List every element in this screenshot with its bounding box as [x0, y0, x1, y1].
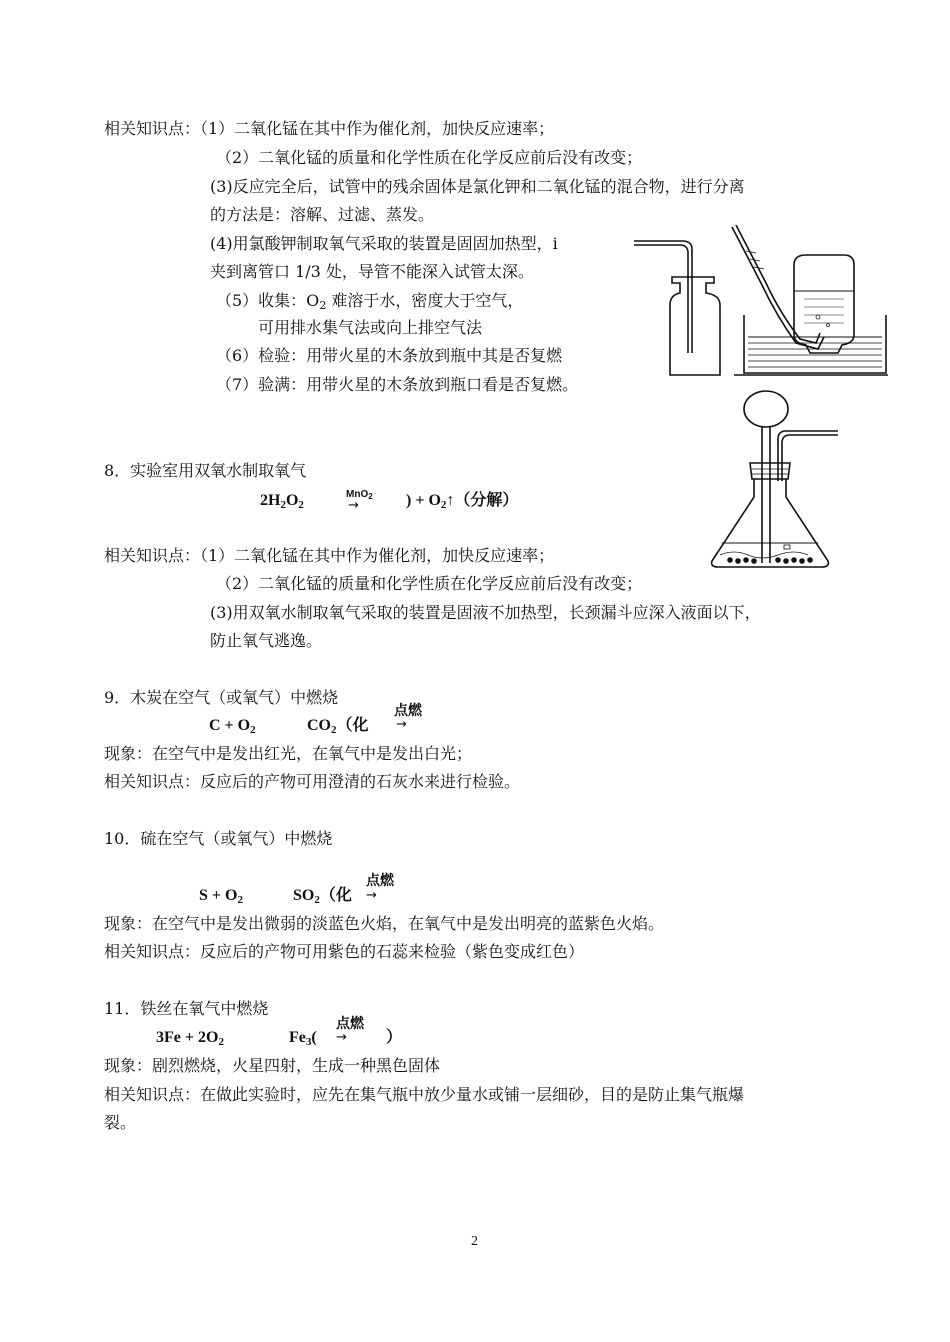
sec7-line-3: (3)反应完全后，试管中的残余固体是氯化钾和二氧化锰的混合物，进行分离: [210, 177, 745, 196]
sec8-equation-reactant: $2H_2O_2$: [260, 492, 304, 511]
sec10-line-2: 相关知识点：反应后的产物可用紫色的石蕊来检验（紫色变成红色）: [104, 942, 585, 961]
sec8-line-1: 相关知识点：（1）二氧化锰在其中作为催化剂，加快反应速率；: [104, 546, 555, 565]
sec10-title: 10．硫在空气（或氧气）中燃烧: [104, 829, 333, 848]
sec10-equation-product: $SO_2$（化: [293, 887, 352, 906]
sec7-line-2: （2）二氧化锰的质量和化学性质在化学反应前后没有改变；: [216, 148, 643, 167]
sec8-reaction-arrow: →: [348, 498, 359, 513]
sec11-equation-tail: ）: [386, 1029, 403, 1046]
sec7-line-7: （5）收集：$O_2$ 难溶于水，密度大于空气，: [216, 291, 524, 312]
sec11-reaction-arrow: →: [336, 1030, 347, 1045]
sec10-reaction-arrow: →: [366, 888, 377, 903]
page-number: 2: [471, 1234, 478, 1249]
sec7-line-6: 夹到离管口 1/3 处，导管不能深入试管太深。: [210, 262, 534, 281]
sec10-line-1: 现象：在空气中是发出微弱的淡蓝色火焰，在氧气中是发出明亮的蓝紫色火焰。: [104, 914, 665, 933]
sec7-line-9: （6）检验：用带火星的木条放到瓶中其是否复燃: [216, 346, 563, 365]
sec7-line-5: (4)用氯酸钾制取氧气采取的装置是固固加热型，i: [210, 234, 558, 253]
sec7-line-4: 的方法是：溶解、过滤、蒸发。: [210, 205, 435, 224]
sec9-equation-product: $CO_2$（化: [307, 717, 369, 736]
sec11-equation-product: $Fe_3$(: [289, 1029, 317, 1048]
sec11-equation-reactant: $3Fe + 2O_2$: [156, 1029, 224, 1048]
sec8-line-3: (3)用双氧水制取氧气采取的装置是固液不加热型，长颈漏斗应深入液面以下，: [210, 603, 761, 622]
sec7-line-8: 可用排水集气法或向上排空气法: [258, 318, 483, 337]
sec10-condition-label: 点燃: [366, 872, 394, 888]
sec11-condition-label: 点燃: [336, 1015, 364, 1031]
sec8-line-2: （2）二氧化锰的质量和化学性质在化学反应前后没有改变；: [216, 574, 643, 593]
sec10-equation-reactant: $S + O_2$: [199, 887, 243, 906]
sec9-line-1: 现象：在空气中是发出红光，在氧气中是发出白光；: [104, 744, 473, 763]
sec11-line-3: 裂。: [104, 1113, 137, 1132]
sec11-line-2: 相关知识点：在做此实验时，应先在集气瓶中放少量水或铺一层细砂，目的是防止集气瓶爆: [104, 1085, 745, 1104]
sec9-reaction-arrow: →: [396, 717, 407, 732]
sec11-line-1: 现象：剧烈燃烧，火星四射，生成一种黑色固体: [104, 1056, 441, 1075]
sec9-equation-reactant: $C + O_2$: [209, 717, 256, 736]
sec8-equation-product: ) + $O_2↑$（分解）: [406, 492, 519, 511]
gas-collection-apparatus-drawing: [628, 225, 888, 380]
sec8-line-4: 防止氧气逃逸。: [210, 631, 323, 650]
sec9-line-2: 相关知识点：反应后的产物可用澄清的石灰水来进行检验。: [104, 772, 521, 791]
sec8-title: 8．实验室用双氧水制取氧气: [104, 461, 307, 480]
sec7-line-10: （7）验满：用带火星的木条放到瓶口看是否复燃。: [216, 375, 579, 394]
sec9-title: 9．木炭在空气（或氧气）中燃烧: [104, 688, 339, 707]
flask-funnel-apparatus-drawing: [704, 385, 844, 575]
sec7-line-1: 相关知识点：（1）二氧化锰在其中作为催化剂，加快反应速率；: [104, 119, 555, 138]
sec9-condition-label: 点燃: [394, 702, 422, 718]
sec8-catalyst-label: MnO$_2$: [346, 489, 373, 501]
sec11-title: 11．铁丝在氧气中燃烧: [104, 999, 269, 1018]
